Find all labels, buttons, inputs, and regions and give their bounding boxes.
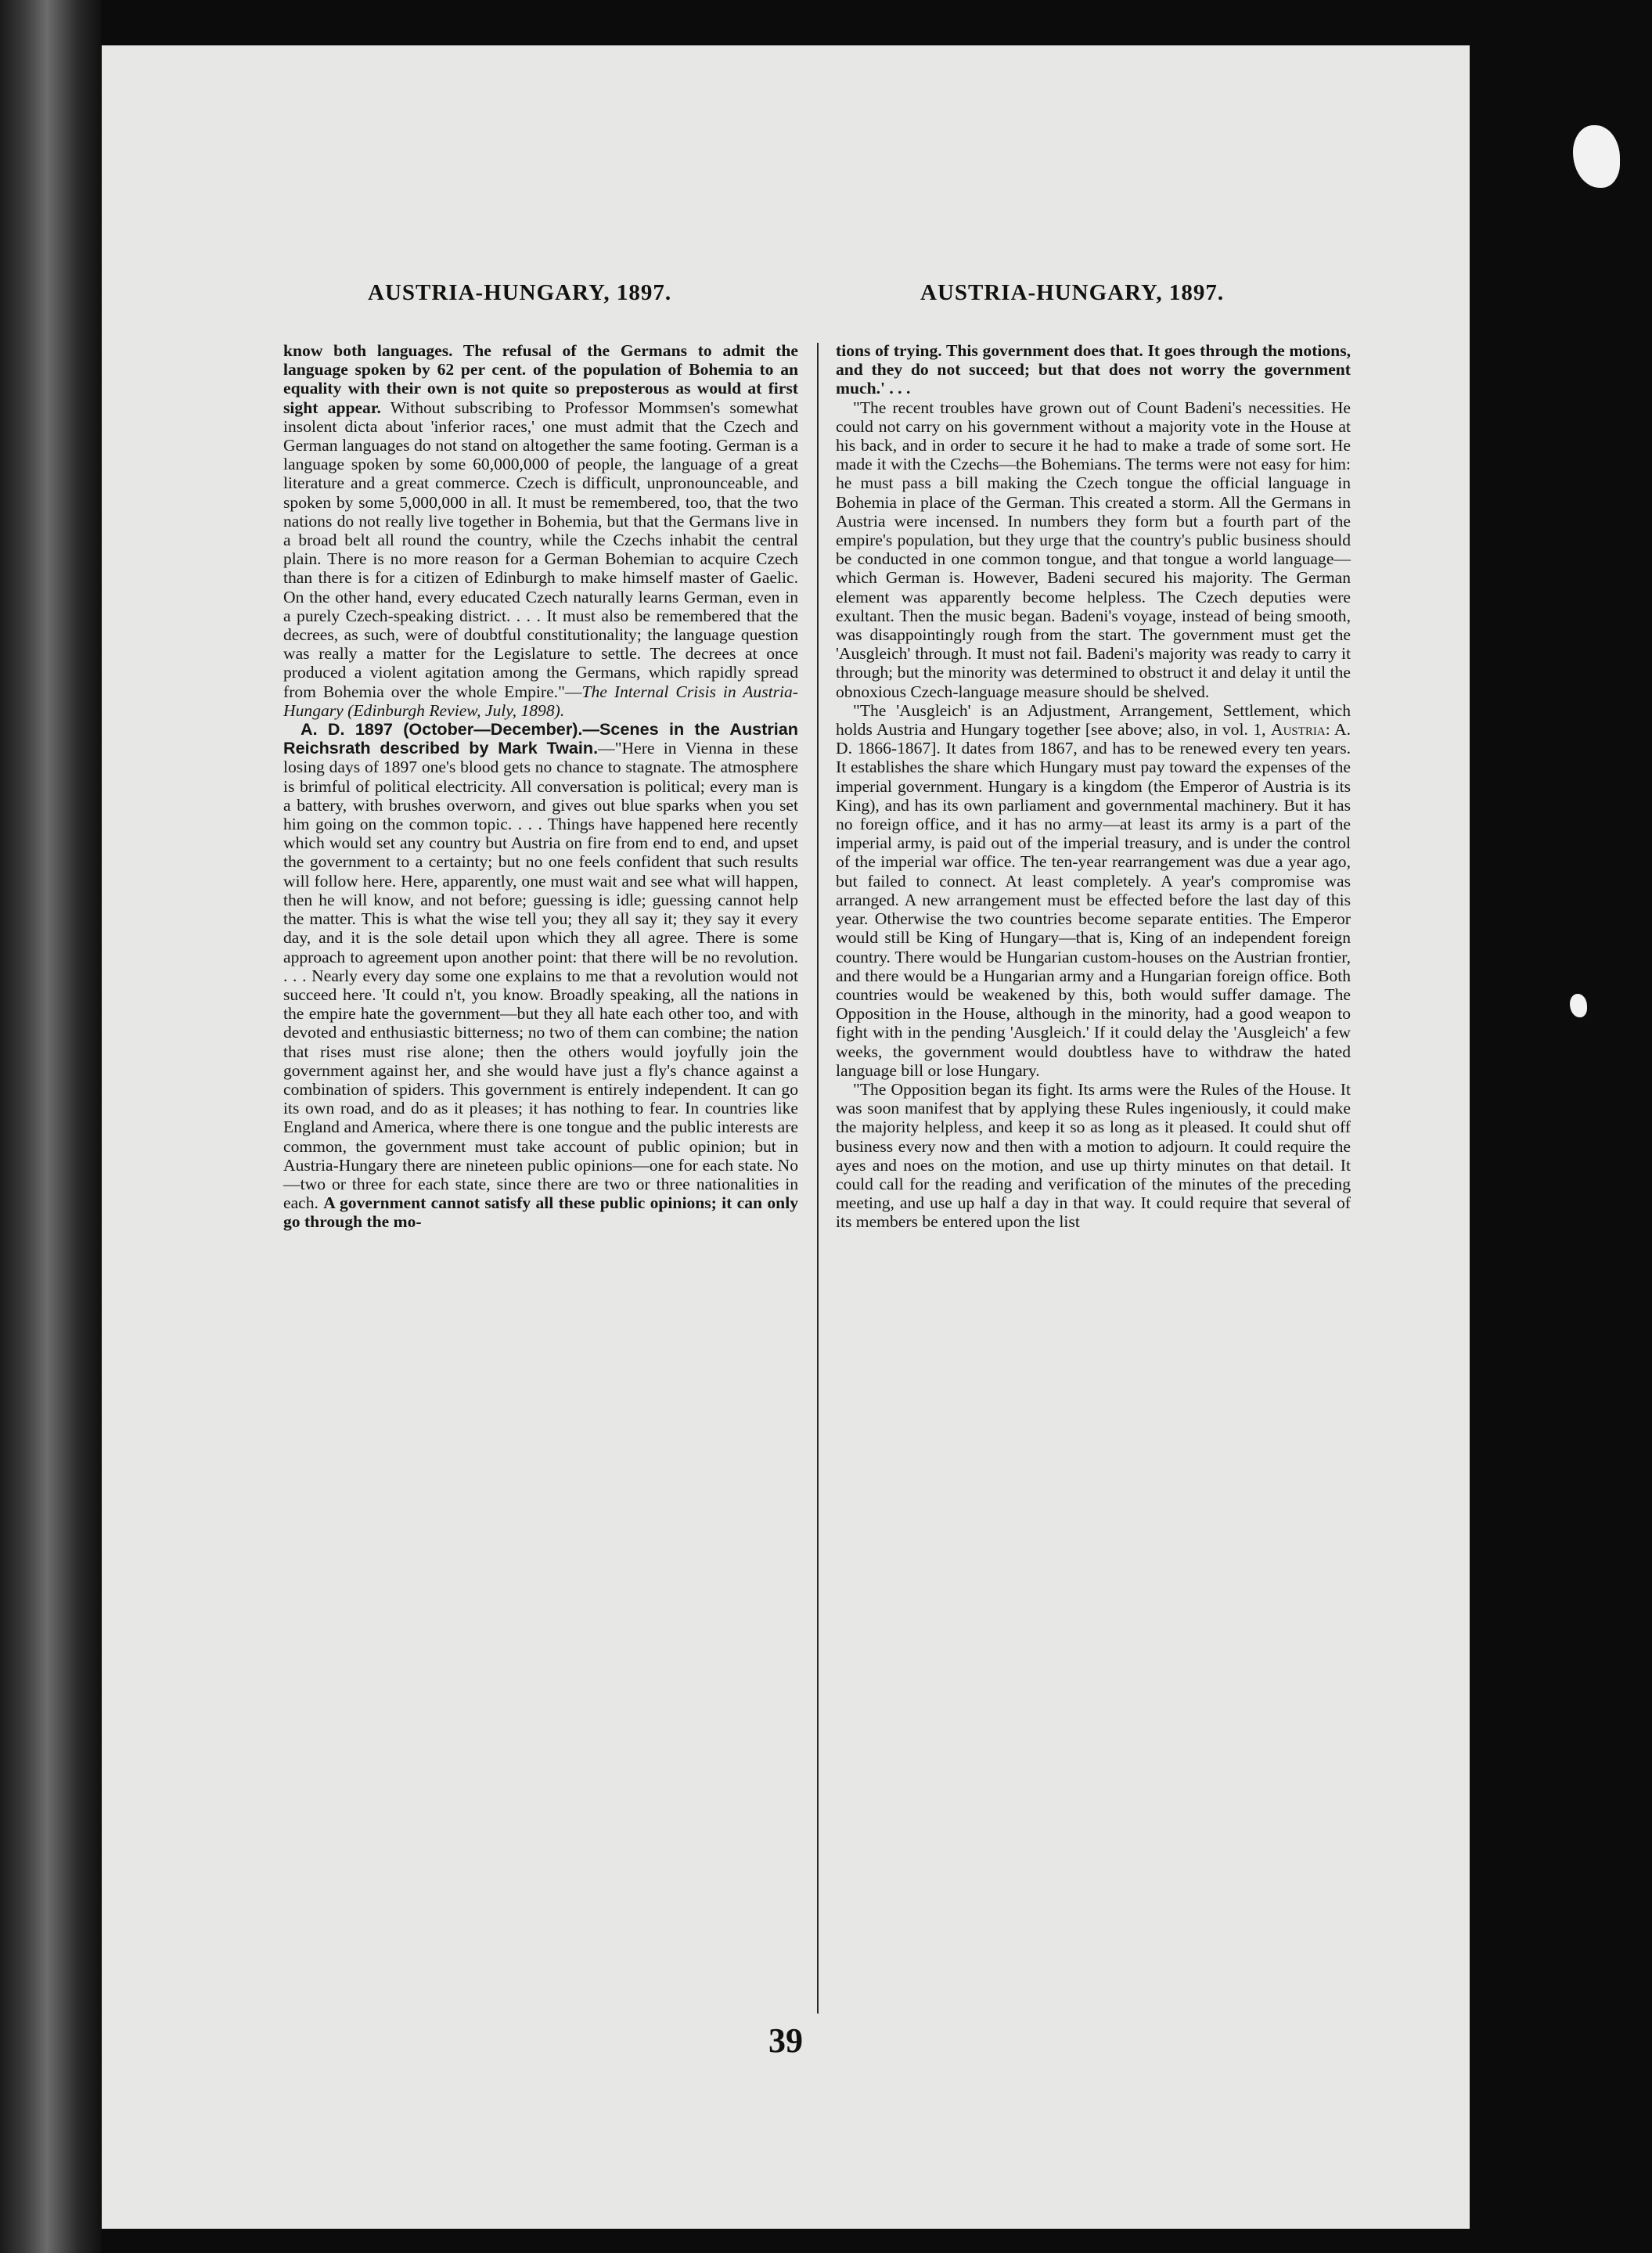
paragraph [283,341,798,720]
paragraph-text: "The 'Ausgleich' is an Adjustment, Arrangement, Settlement, which holds Austria and Hungary together [see above; also, in vol. 1, [836,700,1351,740]
cross-reference: Austria [1270,720,1326,740]
paragraph: "The Opposition began its fight. Its arms were the Rules of the House. It was soon manifest that by applying these Rules ingeniously, it could make the majority helpless, and keep it so as long as it pleased. It could shut off business every now and then with a motion to adjourn. It could require the ayes and noes on the motion, and use up thirty minutes on that detail. It could call for the reading and verification of the minutes of the preceding meeting, and use up half a day in that way. It could require that several of its members be entered upon the list [836,1079,1351,1232]
source-citation: The Internal Crisis in Austria-Hungary (Edinburgh Review, July, 1898). [283,682,798,720]
paragraph-tail: A government cannot satisfy all these public opinions; it can only go through the mo- [283,1193,798,1232]
entry-paragraph [283,720,798,1231]
page-number: 39 [768,2021,803,2060]
paragraph [836,341,1351,398]
book-page [102,45,1470,2229]
scan-artifact [1573,125,1620,188]
book-spine-shadow [0,0,102,2253]
paragraph-body: —"Here in Vienna in these losing days of 1897 one's blood gets no chance to stagnate. The atmosphere is brimful of political electricity. All conversation is political; every man is a battery, with brushes overworn, and gives out blue sparks when you set him going on the common topic. . . . Things have happened here recently which would set any country but Austria on fire from end to end, and upset the government to a certainty; but no one feels confident that such results will follow here. Here, apparently, one must wait and see what will happen, then he will know, and not before; guessing is idle; guessing cannot help the matter. This is what the wise tell you; they all say it; they say it every day, and it is the sole detail upon which they all agree. There is some approach to agreement upon another point: that there will be no revolution. . . . Nearly every day some one explains to me that a revolution would not succeed here. 'It could n't, you know. Broadly speaking, all the nations in the empire hate the government—but they all hate each other too, and with devoted and enthusiastic bitterness; no two of them can combine; the nation that rises must rise alone; then the others would joyfully join the government against her, and she would have just a fly's chance against a combination of spiders. This government is entirely independent. It can go its own road, and do as it pleases; it has nothing to fear. In countries like England and America, where there is one tongue and the public interests are common, the government must take account of public opinion; but in Austria-Hungary there are nineteen public opinions—one for each state. No—two or three for each state, since there are two or three nationalities in each. [283,739,798,1213]
entry-heading: A. D. 1897 (October—December).—Scenes in the Austrian Reichsrath described by Mark Twain. [283,719,798,758]
paragraph: "The recent troubles have grown out of Count Badeni's necessities. He could not carry on his government without a majority vote in the House at his back, and in order to secure it he had to make a trade of some sort. He made it with the Czechs—the Bohemians. The terms were not easy for him: he must pass a bill making the Czech tongue the official language in Bohemia in place of the German. This created a storm. All the Germans in Austria were incensed. In numbers they form but a fourth part of the empire's population, but they urge that the country's public business should be conducted in one common tongue, and that tongue a world language—which German is. However, Badeni secured his majority. The German element was apparently become helpless. The Czech deputies were exultant. Then the music began. Badeni's voyage, instead of being smooth, was disappointingly rough from the start. The government must get the 'Ausgleich' through. It must not fail. Badeni's majority was ready to carry it through; but the minority was determined to obstruct it and delay it until the obnoxious Czech-language measure should be shelved. [836,398,1351,701]
paragraph-lead: know both languages. The refusal of the Germans to admit the language spoken by 62 per cent. of the population of Bohemia to an equality with their own is not quite so preposterous as would at first sight appear. [283,341,798,417]
paragraph-body: Without subscribing to Professor Mommsen's somewhat insolent dicta about 'inferior races,' one must admit that the Czech and German languages do not stand on altogether the same footing. German is a language spoken by some 60,000,000 of people, the language of a great literature and a great commerce. Czech is difficult, unpronounceable, and spoken by some 5,000,000 in all. It must be remembered, too, that the two nations do not really live together in Bohemia, but that the Germans live in a broad belt all round the country, while the Czechs inhabit the central plain. There is no more reason for a German Bohemian to acquire Czech than there is for a citizen of Edinburgh to make himself master of Gaelic. On the other hand, every educated Czech naturally learns German, even in a purely Czech-speaking district. . . . It must also be remembered that the decrees, as such, were of doubtful constitutionality; the language question was really a matter for the Legislature to settle. The decrees at once produced a violent agitation among the Germans, which rapidly spread from Bohemia over the whole Empire."— [283,398,798,701]
column-divider [817,343,819,2014]
paragraph-text: : A. D. 1866-1867]. It dates from 1867, and has to be renewed every ten years. It establishes the share which Hungary must pay toward the expenses of the imperial government. Hungary is a kingdom (the Emperor of Austria is its King), and has its own parliament and governmental machinery. But it has no foreign office, and it has no army—at least its army is a part of the imperial army, is paid out of the imperial treasury, and is under the control of the imperial war office. The ten-year rearrangement was due a year ago, but failed to connect. At least completely. A year's compromise was arranged. A new arrangement must be effected before the last day of this year. Otherwise the two countries become separate entities. The Emperor would still be King of Hungary—that is, King of an independent foreign country. There would be Hungarian custom-houses on the Austrian frontier, and there would be a Hungarian army and a Hungarian foreign office. Both countries would be weakened by this, both would suffer damage. The Opposition in the House, although in the minority, had a good weapon to fight with in the pending 'Ausgleich.' If it could delay the 'Ausgleich' a few weeks, the government would doubtless have to withdraw the hated language bill or lose Hungary. [836,720,1351,1080]
running-head-left: AUSTRIA-HUNGARY, 1897. [368,280,672,305]
right-column [836,341,1351,1232]
left-column [283,341,798,1232]
paragraph [836,701,1351,1080]
scan-artifact [1570,994,1587,1017]
running-head-right: AUSTRIA-HUNGARY, 1897. [920,280,1225,305]
paragraph-continuation: tions of trying. This government does that. It goes through the motions, and they do not succeed; but that does not worry the government much.' . . . [836,341,1351,398]
